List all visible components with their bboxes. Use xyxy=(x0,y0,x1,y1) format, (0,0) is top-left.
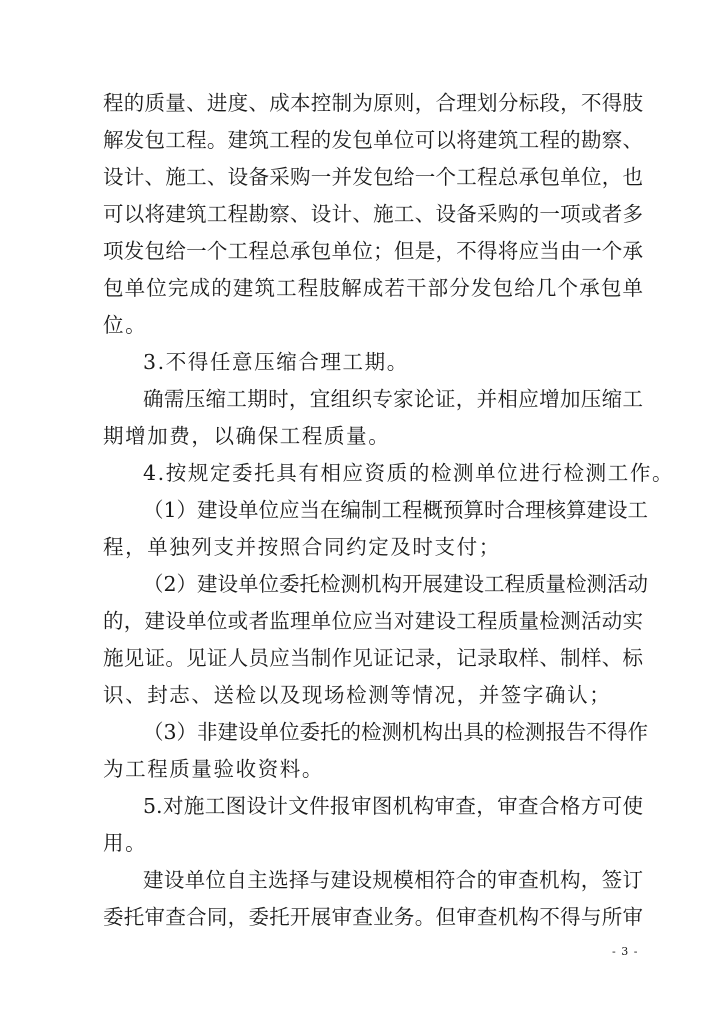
list-item-1: （1）建设单位应当在编制工程概预算时合理核算建设工 xyxy=(143,498,649,522)
text-line: 包单位完成的建筑工程肢解成若干部分发包给几个承包单 xyxy=(103,276,643,300)
text-line: 的，建设单位或者监理单位应当对建设工程质量检测活动实 xyxy=(103,609,643,633)
section-heading-4: 4.按规定委托具有相应资质的检测单位进行检测工作。 xyxy=(143,461,675,485)
text-line: 位。 xyxy=(103,313,148,337)
text-line: 设计、施工、设备采购一并发包给一个工程总承包单位，也 xyxy=(103,165,643,189)
text-line: 项发包给一个工程总承包单位；但是，不得将应当由一个承 xyxy=(103,239,643,263)
text-line: 期增加费，以确保工程质量。 xyxy=(103,424,391,448)
text-line: 建设单位自主选择与建设规模相符合的审查机构，签订 xyxy=(143,868,643,892)
text-line: 识、封志、送检以及现场检测等情况，并签字确认； xyxy=(103,683,612,707)
page-number: - 3 - xyxy=(612,945,639,958)
text-line: 施见证。见证人员应当制作见证记录，记录取样、制样、标 xyxy=(103,646,643,670)
list-item-3: （3）非建设单位委托的检测机构出具的检测报告不得作 xyxy=(143,720,649,744)
text-line: 用。 xyxy=(103,831,148,855)
text-line: 可以将建筑工程勘察、设计、施工、设备采购的一项或者多 xyxy=(103,202,643,226)
text-line: 程的质量、进度、成本控制为原则，合理划分标段，不得肢 xyxy=(103,91,643,115)
text-line: 为工程质量验收资料。 xyxy=(103,757,324,781)
section-heading-5: 5.对施工图设计文件报审图机构审查，审查合格方可使 xyxy=(143,794,643,818)
section-heading-3: 3.不得任意压缩合理工期。 xyxy=(143,350,409,374)
text-line: 委托审查合同，委托开展审查业务。但审查机构不得与所审 xyxy=(103,905,643,929)
text-line: 程，单独列支并按照合同约定及时支付； xyxy=(103,535,501,559)
text-line: 确需压缩工期时，宜组织专家论证，并相应增加压缩工 xyxy=(143,387,643,411)
text-line: 解发包工程。建筑工程的发包单位可以将建筑工程的勘察、 xyxy=(103,128,643,152)
list-item-2: （2）建设单位委托检测机构开展建设工程质量检测活动 xyxy=(143,572,649,596)
